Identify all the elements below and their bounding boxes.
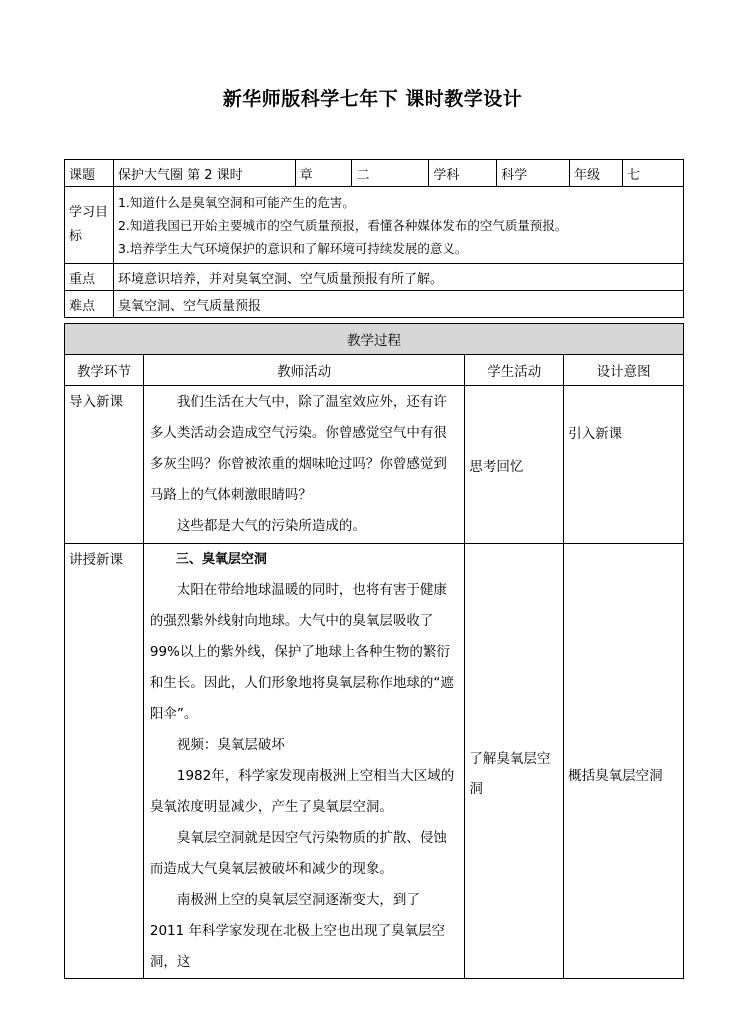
difficulty-label: 难点: [65, 291, 114, 318]
process-title: 教学过程: [65, 324, 684, 355]
course-info-table: [64, 159, 684, 318]
teaching-process-table: [64, 323, 684, 979]
chapter-value: 二: [352, 160, 429, 187]
objectives-label: 学习目标: [65, 187, 114, 264]
intro-design-intent: 引入新课: [564, 386, 684, 544]
subject-label: 学科: [429, 160, 497, 187]
lecture-teacher-activity: [143, 544, 464, 979]
lecture-paragraph: 南极洲上空的臭氧层空洞逐渐变大，到了 2011 年科学家发现在北极上空也出现了臭氧层空洞，这: [149, 892, 446, 970]
grade-label: 年级: [570, 160, 623, 187]
lecture-paragraph: 视频：臭氧层破坏: [176, 737, 285, 753]
topic-label: 课题: [65, 160, 114, 187]
header-teacher: 教师活动: [143, 355, 464, 386]
header-stage: 教学环节: [65, 355, 144, 386]
objective-item: 2.知道我国已开始主要城市的空气质量预报，看懂各种媒体发布的空气质量预报。: [117, 217, 568, 233]
lecture-paragraph: 1982年，科学家发现南极洲上空相当大区域的臭氧浓度明显减少，产生了臭氧层空洞。: [149, 768, 455, 815]
objectives-cell: [113, 187, 683, 264]
keypoint-value: 环境意识培养，并对臭氧空洞、空气质量预报有所了解。: [113, 264, 683, 291]
subject-value: 科学: [497, 160, 570, 187]
intro-paragraph: 这些都是大气的污染所造成的。: [176, 518, 366, 534]
objective-item: 3.培养学生大气环境保护的意识和了解环境可持续发展的意义。: [117, 240, 468, 256]
lecture-design-intent: 概括臭氧层空洞: [564, 544, 684, 979]
grade-value: 七: [623, 160, 684, 187]
intro-teacher-activity: [143, 386, 464, 544]
chapter-label: 章: [295, 160, 352, 187]
intro-stage: 导入新课: [65, 386, 144, 544]
header-intent: 设计意图: [564, 355, 684, 386]
lecture-paragraph: 太阳在带给地球温暖的同时，也将有害于健康的强烈紫外线射向地球。大气中的臭氧层吸收了99%以上的紫外线，保护了地球上各种生物的繁衍和生长。因此，人们形象地将臭氧层称作地球的“遮阳伞”。: [149, 582, 454, 722]
keypoint-label: 重点: [65, 264, 114, 291]
lecture-subheading: 三、臭氧层空洞: [175, 552, 267, 567]
topic-value: 保护大气圈 第 2 课时: [113, 160, 295, 187]
intro-student-activity: 思考回忆: [465, 386, 564, 544]
lecture-paragraph: 臭氧层空洞就是因空气污染物质的扩散、侵蚀而造成大气臭氧层被破坏和减少的现象。: [149, 830, 447, 877]
document-title: 新华师版科学七年下 课时教学设计: [222, 88, 523, 110]
intro-paragraph: 我们生活在大气中，除了温室效应外，还有许多人类活动会造成空气污染。你曾感觉空气中有很多灰尘吗？你曾被浓重的烟味呛过吗？你曾感觉到马路上的气体刺激眼睛吗？: [149, 394, 447, 503]
difficulty-value: 臭氧空洞、空气质量预报: [113, 291, 683, 318]
lecture-student-activity: 了解臭氧层空洞: [465, 544, 564, 979]
objective-item: 1.知道什么是臭氧空洞和可能产生的危害。: [117, 194, 355, 210]
lecture-stage: 讲授新课: [65, 544, 144, 979]
header-student: 学生活动: [465, 355, 564, 386]
